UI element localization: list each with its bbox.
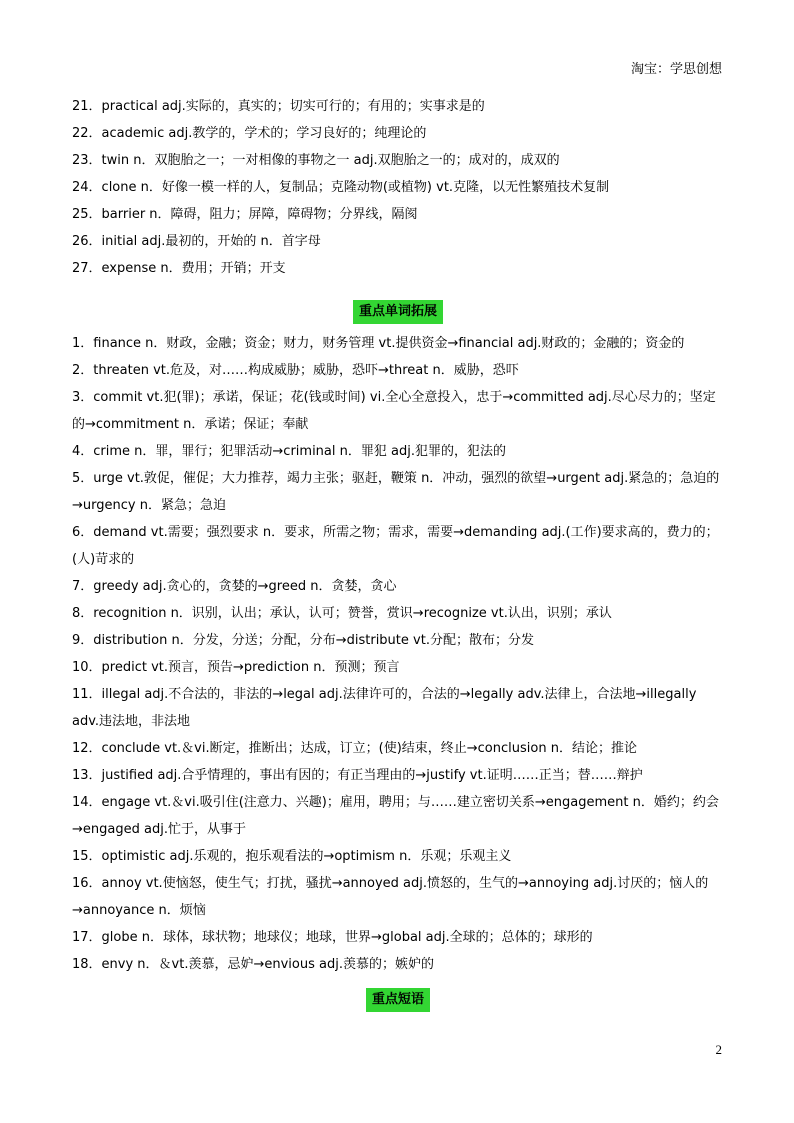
section-heading-key-phrases: 重点短语 <box>366 988 430 1012</box>
section-heading-wrap <box>72 988 724 1012</box>
list-item: 14．engage vt.＆vi.吸引住(注意力、兴趣)；雇用，聘用；与……建立密切关系→engagement n．婚约；约会→engaged adj.忙于，从事于 <box>72 795 719 837</box>
header-shop-name: 淘宝：学思创想 <box>630 62 722 77</box>
list-item: 10．predict vt.预言，预告→prediction n．预测；预言 <box>72 660 400 675</box>
list-item: 5．urge vt.敦促，催促；大力推荐，竭力主张；驱赶，鞭策 n．冲动，强烈的欲望→urgent adj.紧急的；急迫的→urgency n．紧急；急迫 <box>72 471 720 513</box>
list-item: 6．demand vt.需要；强烈要求 n．要求，所需之物；需求，需要→demanding adj.(工作)要求高的，费力的；(人)苛求的 <box>72 525 719 567</box>
list-item: 21．practical adj.实际的，真实的；切实可行的；有用的；实事求是的 <box>72 99 485 114</box>
list-item: 23．twin n．双胞胎之一；一对相像的事物之一 adj.双胞胎之一的；成对的，成双的 <box>72 153 560 168</box>
list-item: 11．illegal adj.不合法的，非法的→legal adj.法律许可的，合法的→legally adv.法律上，合法地→illegally adv.违法地，非法地 <box>72 687 697 729</box>
section-heading-wrap <box>72 300 724 324</box>
list-item: 18．envy n．＆vt.羡慕，忌妒→envious adj.羡慕的；嫉妒的 <box>72 957 434 972</box>
list-item: 24．clone n．好像一模一样的人，复制品；克隆动物(或植物) vt.克隆，以无性繁殖技术复制 <box>72 180 610 195</box>
list-item: 16．annoy vt.使恼怒，使生气；打扰，骚扰→annoyed adj.愤怒的，生气的→annoying adj.讨厌的；恼人的→annoyance n．烦恼 <box>72 876 709 918</box>
list-item: 13．justified adj.合乎情理的，事出有因的；有正当理由的→justify vt.证明……正当；替……辩护 <box>72 768 643 783</box>
section1-list <box>72 93 724 282</box>
list-item: 26．initial adj.最初的，开始的 n．首字母 <box>72 234 321 249</box>
list-item: 1．finance n．财政，金融；资金；财力，财务管理 vt.提供资金→financial adj.财政的；金融的；资金的 <box>72 336 685 351</box>
content <box>72 93 724 1012</box>
section-heading-word-expansion: 重点单词拓展 <box>353 300 443 324</box>
list-item: 25．barrier n．障碍，阻力；屏障，障碍物；分界线，隔阂 <box>72 207 418 222</box>
list-item: 3．commit vt.犯(罪)；承诺，保证；花(钱或时间) vi.全心全意投入，忠于→committed adj.尽心尽力的；坚定的→commitment n．承诺；保证；奉献 <box>72 390 716 432</box>
list-item: 15．optimistic adj.乐观的，抱乐观看法的→optimism n．乐观；乐观主义 <box>72 849 512 864</box>
list-item: 2．threaten vt.危及，对……构成威胁；威胁，恐吓→threat n．威胁，恐吓 <box>72 363 519 378</box>
list-item: 7．greedy adj.贪心的，贪婪的→greed n．贪婪，贪心 <box>72 579 397 594</box>
list-item: 12．conclude vt.＆vi.断定，推断出；达成，订立；(使)结束，终止→conclusion n．结论；推论 <box>72 741 637 756</box>
page-number: 2 <box>715 1042 722 1057</box>
section2-list <box>72 330 724 978</box>
list-item: 4．crime n．罪，罪行；犯罪活动→criminal n．罪犯 adj.犯罪的，犯法的 <box>72 444 506 459</box>
list-item: 17．globe n．球体，球状物；地球仪；地球，世界→global adj.全球的；总体的；球形的 <box>72 930 593 945</box>
list-item: 22．academic adj.教学的，学术的；学习良好的；纯理论的 <box>72 126 427 141</box>
list-item: 9．distribution n．分发，分送；分配，分布→distribute vt.分配；散布；分发 <box>72 633 534 648</box>
list-item: 8．recognition n．识别，认出；承认，认可；赞誉，赏识→recognize vt.认出，识别；承认 <box>72 606 612 621</box>
list-item: 27．expense n．费用；开销；开支 <box>72 261 286 276</box>
